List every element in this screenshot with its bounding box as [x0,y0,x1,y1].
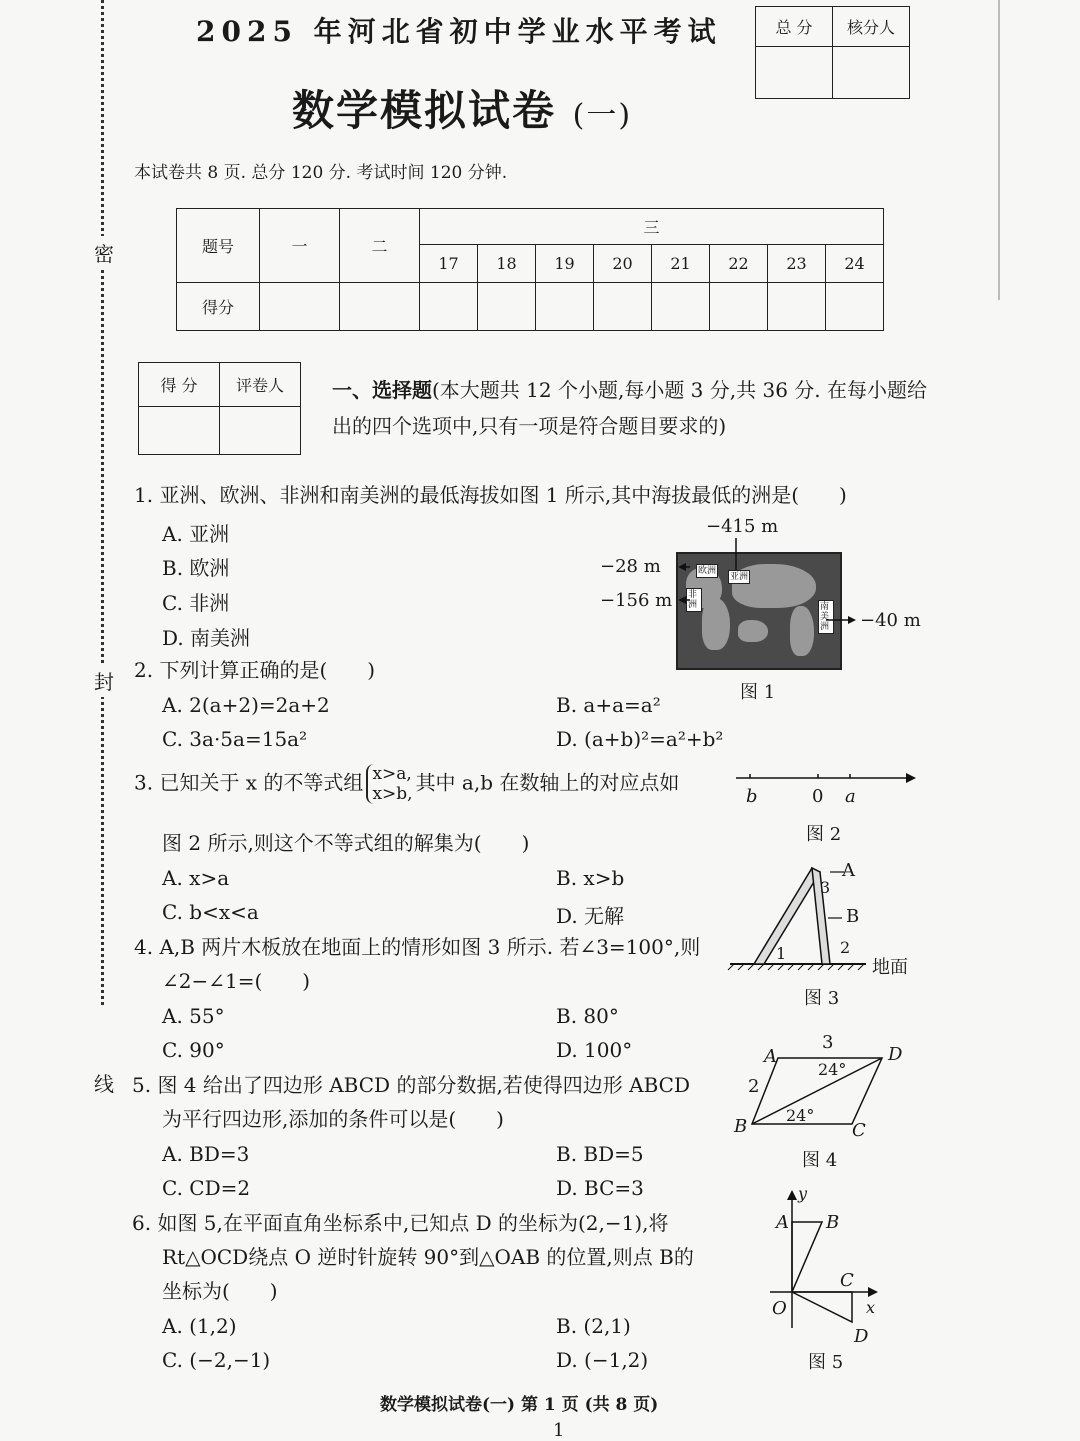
fig4-left-length: 2 [748,1076,760,1097]
question-number: 21 [652,245,710,283]
fig5-label-y: y [798,1184,808,1203]
q1-option-b[interactable]: B. 欧洲 [162,556,230,580]
checker-header: 核分人 [833,7,910,47]
paper-intro: 本试卷共 8 页. 总分 120 分. 考试时间 120 分钟. [134,163,508,183]
question-number: 24 [826,245,884,283]
fig1-arrows [590,530,930,640]
fig1-africa-label: −156 m [600,590,673,611]
seal-mark-mi: 密 [94,236,114,269]
fig4-label-c: C [852,1120,866,1141]
fig1-asia-label: −415 m [706,516,779,537]
total-score-cell[interactable] [756,47,833,99]
q4-option-d[interactable]: D. 100° [556,1038,633,1062]
q3-inequality-brace [366,764,412,804]
question-number: 19 [536,245,594,283]
figure-3-caption: 图 3 [804,988,840,1009]
q1-option-a[interactable]: A. 亚洲 [162,522,230,546]
q6-option-a[interactable]: A. (1,2) [162,1314,237,1338]
q4-option-a[interactable]: A. 55° [162,1004,225,1028]
q6-stem-b: Rt△OCD绕点 O 逆时针旋转 90°到△OAB 的位置,则点 B的 [162,1245,694,1269]
score-cell[interactable] [478,283,536,331]
paper-title [292,78,632,138]
triangle-ocd [792,1292,852,1322]
figure-1-caption: 图 1 [740,682,776,703]
fig3-angle-3: 3 [820,878,831,897]
section-three-header: 三 [420,209,884,245]
q6-option-b[interactable]: B. (2,1) [556,1314,631,1338]
question-number: 17 [420,245,478,283]
exam-title: 2025 年河北省初中学业水平考试 [196,15,722,48]
fig3-angle-1: 1 [776,944,787,963]
fig5-label-x: x [866,1298,876,1317]
q6-stem-c: 坐标为( ) [162,1279,278,1303]
question-number: 20 [594,245,652,283]
fig2-label-a: a [845,786,856,807]
q5-option-d[interactable]: D. BC=3 [556,1176,644,1200]
page-number: 1 [553,1420,565,1441]
checker-cell[interactable] [833,47,910,99]
score-cell[interactable] [536,283,594,331]
map-tag-europe: 欧洲 [698,566,717,576]
q3-option-a[interactable]: A. x>a [162,866,230,890]
score-cell[interactable] [420,283,478,331]
fig2-label-zero: 0 [812,786,824,807]
fig5-label-c: C [840,1270,854,1291]
figure-2-number-line [730,766,930,796]
q3-brace-top: x>a, [372,764,412,784]
board-a [754,868,820,964]
question-number-label: 题号 [177,209,260,283]
fig5-label-d: D [854,1326,869,1347]
q5-option-a[interactable]: A. BD=3 [162,1142,250,1166]
question-number: 22 [710,245,768,283]
seal-mark-feng: 封 [94,664,114,697]
binding-dotted-line [101,0,104,1005]
q3-option-d[interactable]: D. 无解 [556,904,625,928]
map-tag-asia: 亚洲 [730,572,749,582]
x-axis-arrow [868,1287,878,1297]
fig4-label-a: A [764,1046,777,1067]
q2-option-d[interactable]: D. (a+b)²=a²+b² [556,727,724,751]
q4-stem-a: 4. A,B 两片木板放在地面上的情形如图 3 所示. 若∠3=100°,则 [134,935,701,959]
fig4-top-length: 3 [822,1032,834,1053]
fig4-angle-top: 24° [818,1060,847,1079]
q5-option-c[interactable]: C. CD=2 [162,1176,251,1200]
fig3-label-b: B [846,906,860,927]
q5-stem-b: 为平行四边形,添加的条件可以是( ) [162,1107,504,1131]
grader-name-label: 评卷人 [220,363,301,407]
figure-2-caption: 图 2 [806,824,842,845]
score-cell[interactable] [260,283,340,331]
fig5-label-o: O [772,1298,787,1319]
fig3-angle-2: 2 [840,938,851,957]
fig1-arrow-head [678,563,686,571]
score-cell[interactable] [826,283,884,331]
paper-title-text: 数学模拟试卷 [292,86,557,135]
map-tag-africa: 非洲 [686,588,702,612]
section-two-header: 二 [340,209,420,283]
q2-option-a[interactable]: A. 2(a+2)=2a+2 [162,693,330,717]
q6-option-d[interactable]: D. (−1,2) [556,1348,649,1372]
total-score-box [755,6,910,99]
fig5-label-b: B [826,1212,840,1233]
fig4-label-b: B [734,1116,748,1137]
q3-option-b[interactable]: B. x>b [556,866,625,890]
score-cell[interactable] [710,283,768,331]
grader-box [138,362,301,455]
question-3-stem [134,764,679,804]
y-axis-arrow [787,1190,797,1200]
paper-number: (一) [572,98,633,133]
q6-stem-a: 6. 如图 5,在平面直角坐标系中,已知点 D 的坐标为(2,−1),将 [132,1211,669,1235]
q4-option-c[interactable]: C. 90° [162,1038,225,1062]
fig2-label-b: b [746,786,758,807]
question-1-stem: 1. 亚洲、欧洲、非洲和南美洲的最低海拔如图 1 所示,其中海拔最低的洲是( ) [134,483,847,507]
q6-option-c[interactable]: C. (−2,−1) [162,1348,271,1372]
section-one-title: 一、选择题 [332,378,432,402]
fig4-label-d: D [888,1044,903,1065]
fig1-europe-label: −28 m [600,556,661,577]
fig3-label-a: A [842,860,855,881]
q5-stem-a: 5. 图 4 给出了四边形 ABCD 的部分数据,若使得四边形 ABCD [132,1073,691,1097]
fig3-ground-label: 地面 [872,957,908,978]
q5-option-b[interactable]: B. BD=5 [556,1142,644,1166]
map-tag-south-america: 南美洲 [818,600,834,634]
question-2-stem: 2. 下列计算正确的是( ) [134,658,376,682]
fig1-arrow-head [678,596,686,604]
triangle-oab [792,1222,822,1292]
grader-score-label: 得 分 [139,363,220,407]
total-score-header: 总 分 [756,7,833,47]
fig1-arrow-head [848,616,856,624]
question-number: 18 [478,245,536,283]
grader-score-cell[interactable] [139,407,220,455]
q3-brace-bottom: x>b, [372,784,413,804]
grader-name-cell[interactable] [220,407,301,455]
section-one-heading [332,372,932,444]
page-footer: 数学模拟试卷(一) 第 1 页 (共 8 页) [380,1395,659,1415]
q1-option-d[interactable]: D. 南美洲 [162,626,251,650]
q3-stem-b: 其中 a,b 在数轴上的对应点如 [415,770,680,795]
question-number: 23 [768,245,826,283]
section-one-header: 一 [260,209,340,283]
q4-stem-b: ∠2−∠1=( ) [162,969,311,993]
score-row-label: 得分 [177,283,260,331]
score-cell[interactable] [340,283,420,331]
figure-4-caption: 图 4 [802,1150,838,1171]
q2-option-b[interactable]: B. a+a=a² [556,693,661,717]
score-cell[interactable] [594,283,652,331]
seal-mark-xian: 线 [94,1066,114,1099]
fig4-angle-bottom: 24° [786,1106,815,1125]
score-cell[interactable] [652,283,710,331]
fig5-label-a: A [776,1212,789,1233]
page-edge-line [998,0,1000,300]
section-one-desc: (本大题共 12 个小题,每小题 3 分,共 36 分. 在每小题给出的四个选项中,只有一项是符合题目要求的) [332,378,927,438]
number-line-arrow [906,773,916,783]
score-cell[interactable] [768,283,826,331]
q2-option-c[interactable]: C. 3a·5a=15a² [162,727,308,751]
diagonal-bd [752,1058,882,1124]
q1-option-c[interactable]: C. 非洲 [162,591,230,615]
grade-table [176,208,884,331]
q4-option-b[interactable]: B. 80° [556,1004,619,1028]
q3-stem-a: 3. 已知关于 x 的不等式组 [134,770,364,795]
fig1-south-america-label: −40 m [860,610,921,631]
q3-option-c[interactable]: C. b<x<a [162,900,259,924]
q3-stem-c: 图 2 所示,则这个不等式组的解集为( ) [162,831,530,855]
figure-5-caption: 图 5 [808,1352,844,1373]
